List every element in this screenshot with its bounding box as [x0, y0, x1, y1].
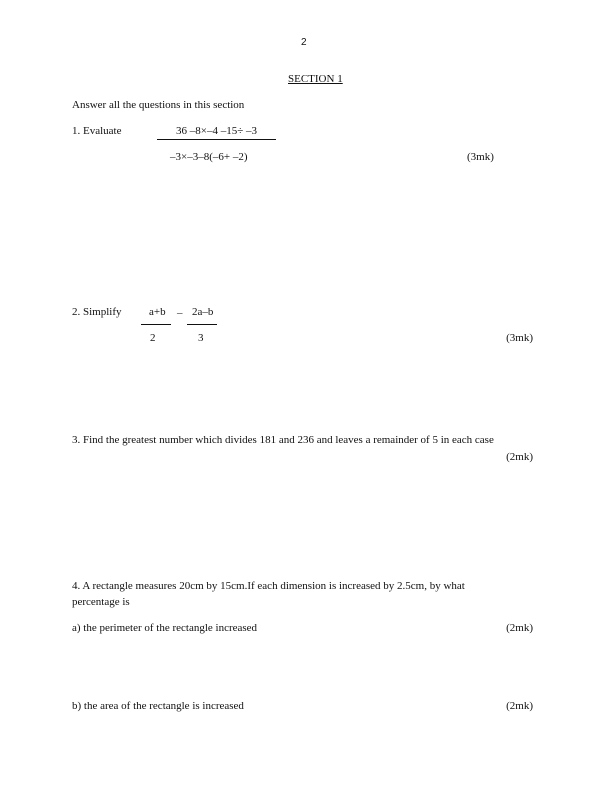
q4-part-a-marks: (2mk)	[506, 622, 533, 634]
page-number: 2	[301, 37, 307, 48]
q2-label: 2. Simplify	[72, 306, 122, 318]
q2-marks: (3mk)	[506, 332, 533, 344]
q4-part-b: b) the area of the rectangle is increased	[72, 700, 244, 712]
q1-label: 1. Evaluate	[72, 125, 122, 137]
section-title: SECTION 1	[288, 73, 343, 85]
q4-part-b-marks: (2mk)	[506, 700, 533, 712]
q3-marks: (2mk)	[506, 451, 533, 463]
q2-fraction1-bar	[141, 324, 171, 325]
q2-fraction2-bar	[187, 324, 217, 325]
q4-text-line-1: 4. A rectangle measures 20cm by 15cm.If each dimension is increased by 2.5cm, by what	[72, 580, 465, 592]
q1-numerator: 36 –8×–4 –15÷ –3	[176, 125, 257, 137]
q2-fraction2-denominator: 3	[198, 332, 204, 344]
q1-denominator: –3×–3–8(–6+ –2)	[170, 151, 248, 163]
q4-part-a: a) the perimeter of the rectangle increased	[72, 622, 258, 634]
q2-fraction2-numerator: 2a–b	[192, 306, 214, 318]
q1-fraction-bar	[157, 139, 276, 140]
q2-fraction1-denominator: 2	[150, 332, 156, 344]
q2-operator: –	[177, 307, 183, 319]
q2-fraction1-numerator: a+b	[149, 306, 166, 318]
q3-text: 3. Find the greatest number which divides 181 and 236 and leaves a remainder of 5 in each case	[72, 434, 494, 446]
q1-marks: (3mk)	[467, 151, 494, 163]
q4-text-line-2: percentage is	[72, 596, 130, 608]
instructions: Answer all the questions in this section	[72, 99, 245, 111]
